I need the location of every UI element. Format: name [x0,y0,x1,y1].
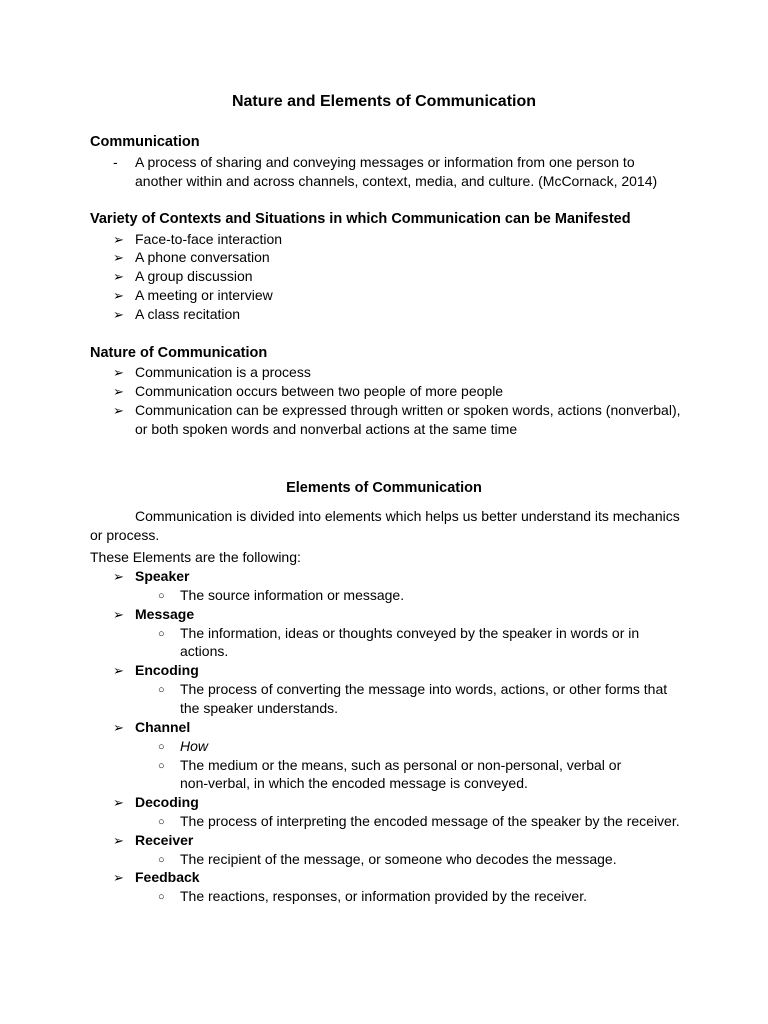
element-description: non-verbal, in which the encoded message is conveyed. [180,775,528,791]
communication-definition-line: another within and across channels, context, media, and culture. (McCornack, 2014) [135,173,658,189]
arrow-bullet-icon: ➢ [113,250,124,265]
list-item: Face-to-face interaction [135,231,283,247]
circle-bullet-icon: ○ [158,628,165,640]
circle-bullet-icon: ○ [158,816,165,828]
dash-bullet: - [113,154,118,170]
arrow-bullet-icon: ➢ [113,403,124,418]
arrow-bullet-icon: ➢ [113,365,124,380]
arrow-bullet-icon: ➢ [113,833,124,848]
circle-bullet-icon: ○ [158,854,165,866]
element-label-receiver: Receiver [135,832,194,848]
communication-definition-line: A process of sharing and conveying messages or information from one person to [135,154,635,170]
element-description: The process of interpreting the encoded message of the speaker by the receiver. [180,813,680,829]
elements-intro-line: or process. [90,527,160,543]
element-label-speaker: Speaker [135,568,190,584]
element-description: The medium or the means, such as personal or non-personal, verbal or [180,757,622,773]
arrow-bullet-icon: ➢ [113,795,124,810]
element-description: The recipient of the message, or someone who decodes the message. [180,851,617,867]
arrow-bullet-icon: ➢ [113,307,124,322]
circle-bullet-icon: ○ [158,891,165,903]
arrow-bullet-icon: ➢ [113,720,124,735]
elements-lead: These Elements are the following: [90,549,301,565]
list-item: A phone conversation [135,249,270,265]
circle-bullet-icon: ○ [158,590,165,602]
list-item: Communication can be expressed through written or spoken words, actions (nonverbal), [135,402,681,418]
arrow-bullet-icon: ➢ [113,384,124,399]
communication-heading: Communication [90,134,200,150]
document-title: Nature and Elements of Communication [231,93,537,110]
contexts-heading: Variety of Contexts and Situations in which Communication can be Manifested [90,211,631,227]
element-description: actions. [180,643,229,659]
list-item: Communication occurs between two people of more people [135,383,504,399]
element-label-channel: Channel [135,719,191,735]
element-description: the speaker understands. [180,700,338,716]
circle-bullet-icon: ○ [158,684,165,696]
list-item-continuation: or both spoken words and nonverbal actions at the same time [135,421,518,437]
element-description: The information, ideas or thoughts conveyed by the speaker in words or in [180,625,640,641]
element-description: The reactions, responses, or information provided by the receiver. [180,888,587,904]
circle-bullet-icon: ○ [158,760,165,772]
list-item: A class recitation [135,306,241,322]
circle-bullet-icon: ○ [158,741,165,753]
elements-intro-line: Communication is divided into elements which helps us better understand its mechanics [135,508,680,524]
arrow-bullet-icon: ➢ [113,607,124,622]
arrow-bullet-icon: ➢ [113,663,124,678]
arrow-bullet-icon: ➢ [113,288,124,303]
arrow-bullet-icon: ➢ [113,870,124,885]
elements-heading: Elements of Communication [286,480,482,496]
arrow-bullet-icon: ➢ [113,269,124,284]
list-item: A group discussion [135,268,253,284]
element-description: The source information or message. [180,587,405,603]
list-item: Communication is a process [135,364,311,380]
element-description: The process of converting the message into words, actions, or other forms that [180,681,668,697]
element-label-decoding: Decoding [135,794,199,810]
arrow-bullet-icon: ➢ [113,569,124,584]
element-label-feedback: Feedback [135,869,200,885]
nature-heading: Nature of Communication [90,345,268,361]
element-description: How [180,738,209,754]
arrow-bullet-icon: ➢ [113,232,124,247]
element-label-message: Message [135,606,195,622]
list-item: A meeting or interview [135,287,273,303]
element-label-encoding: Encoding [135,662,199,678]
